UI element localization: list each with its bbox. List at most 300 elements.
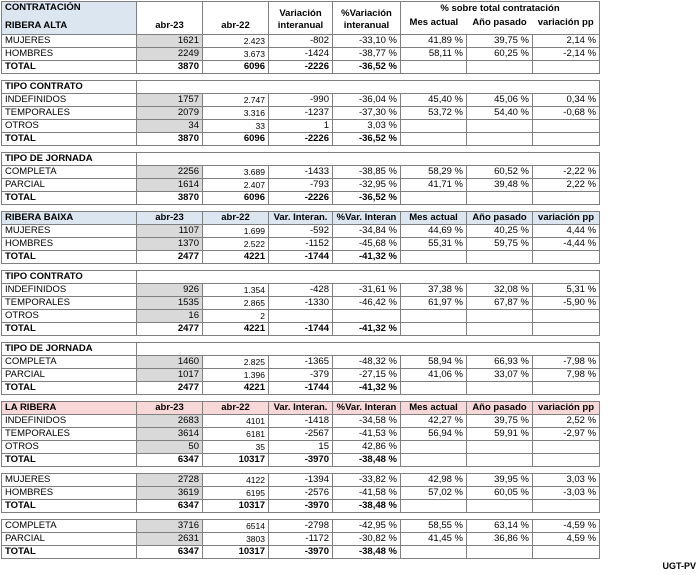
value-cell: [401, 61, 467, 74]
value-cell: -379: [269, 369, 333, 382]
value-cell: -32,95 %: [333, 179, 401, 192]
table-row: [2, 310, 600, 323]
row-label: TEMPORALES: [2, 107, 137, 120]
value-cell: 3870: [137, 192, 203, 205]
value-cell: 58,55 %: [401, 520, 467, 533]
source-label: UGT-PV: [662, 561, 696, 571]
value-cell: 1621: [137, 35, 203, 48]
table-row: [2, 94, 600, 107]
column-header: abr-23: [137, 402, 203, 415]
column-header: abr-22: [203, 212, 269, 225]
value-cell: 67,87 %: [467, 297, 533, 310]
spacer-cell: [2, 264, 600, 271]
value-cell: 61,97 %: [401, 297, 467, 310]
value-cell: -1237: [269, 107, 333, 120]
value-cell: -2226: [269, 61, 333, 74]
row-label: TOTAL: [2, 546, 137, 559]
column-header: abr-22: [203, 402, 269, 415]
spacer-row: [2, 205, 600, 212]
value-cell: -4,44 %: [533, 238, 600, 251]
value-cell: -428: [269, 284, 333, 297]
value-cell: -36,52 %: [333, 61, 401, 74]
value-cell: 2: [203, 310, 269, 323]
row-label: COMPLETA: [2, 356, 137, 369]
table-row: [2, 369, 600, 382]
value-cell: -2,97 %: [533, 428, 600, 441]
value-cell: [401, 310, 467, 323]
value-cell: [533, 133, 600, 146]
column-header: Año pasado: [467, 212, 533, 225]
value-cell: 4122: [203, 474, 269, 487]
value-cell: 2.407: [203, 179, 269, 192]
section-title: TIPO DE JORNADA: [2, 343, 137, 356]
section-title-ribera-alta: RIBERA ALTA: [5, 20, 68, 31]
value-cell: -41,32 %: [333, 251, 401, 264]
row-label: INDEFINIDOS: [2, 284, 137, 297]
value-cell: 6514: [203, 520, 269, 533]
table-row: [2, 441, 600, 454]
value-cell: 54,40 %: [467, 107, 533, 120]
value-cell: 4221: [203, 251, 269, 264]
value-cell: -1744: [269, 251, 333, 264]
value-cell: 66,93 %: [467, 356, 533, 369]
spacer-row: [2, 513, 600, 520]
header-mes-actual: Mes actual: [409, 17, 459, 28]
header-group-pct-total: [401, 2, 600, 35]
value-cell: 41,89 %: [401, 35, 467, 48]
value-cell: 7,98 %: [533, 369, 600, 382]
value-cell: 2631: [137, 533, 203, 546]
value-cell: 3.689: [203, 166, 269, 179]
value-cell: [533, 546, 600, 559]
table-row: [2, 356, 600, 369]
value-cell: 60,52 %: [467, 166, 533, 179]
value-cell: [467, 310, 533, 323]
value-cell: [533, 441, 600, 454]
value-cell: 34: [137, 120, 203, 133]
value-cell: 4221: [203, 382, 269, 395]
value-cell: [467, 382, 533, 395]
value-cell: 40,25 %: [467, 225, 533, 238]
section-header-row: [2, 402, 600, 415]
value-cell: -592: [269, 225, 333, 238]
section-header-label: LA RIBERA: [2, 402, 137, 415]
spacer-row: [2, 395, 600, 402]
value-cell: -41,58 %: [333, 487, 401, 500]
value-cell: -41,32 %: [333, 323, 401, 336]
value-cell: 45,40 %: [401, 94, 467, 107]
value-cell: 6347: [137, 454, 203, 467]
value-cell: 2249: [137, 48, 203, 61]
total-row: [2, 323, 600, 336]
value-cell: -38,85 %: [333, 166, 401, 179]
column-header: Var. Interan.: [269, 402, 333, 415]
value-cell: 60,05 %: [467, 487, 533, 500]
row-label: PARCIAL: [2, 179, 137, 192]
header-variacion: Variación interanual: [269, 2, 333, 35]
value-cell: [467, 61, 533, 74]
spacer-row: [2, 336, 600, 343]
value-cell: 57,02 %: [401, 487, 467, 500]
row-label: MUJERES: [2, 35, 137, 48]
value-cell: -4,59 %: [533, 520, 600, 533]
total-row: [2, 192, 600, 205]
spacer-row: [2, 264, 600, 271]
table-row: [2, 238, 600, 251]
header-group-label: % sobre total contratación: [440, 3, 560, 14]
value-cell: [467, 441, 533, 454]
section-title: TIPO DE JORNADA: [2, 153, 137, 166]
value-cell: -2567: [269, 428, 333, 441]
row-label: MUJERES: [2, 225, 137, 238]
spacer-cell: [2, 205, 600, 212]
section-title-row: [2, 271, 600, 284]
value-cell: -2,22 %: [533, 166, 600, 179]
value-cell: [533, 310, 600, 323]
section-title-row: [2, 343, 600, 356]
value-cell: [533, 454, 600, 467]
value-cell: -0,68 %: [533, 107, 600, 120]
value-cell: -36,04 %: [333, 94, 401, 107]
value-cell: 6195: [203, 487, 269, 500]
total-row: [2, 454, 600, 467]
value-cell: -30,82 %: [333, 533, 401, 546]
total-row: [2, 61, 600, 74]
value-cell: 2.865: [203, 297, 269, 310]
value-cell: -2,14 %: [533, 48, 600, 61]
value-cell: 926: [137, 284, 203, 297]
value-cell: 60,25 %: [467, 48, 533, 61]
row-label: COMPLETA: [2, 166, 137, 179]
section-header-label: RIBERA BAIXA: [2, 212, 137, 225]
value-cell: 33,07 %: [467, 369, 533, 382]
row-label: TEMPORALES: [2, 428, 137, 441]
row-label: TEMPORALES: [2, 297, 137, 310]
column-header: variación pp: [533, 212, 600, 225]
spacer-cell: [2, 395, 600, 402]
value-cell: 3870: [137, 133, 203, 146]
value-cell: 2477: [137, 251, 203, 264]
value-cell: -46,42 %: [333, 297, 401, 310]
value-cell: [401, 500, 467, 513]
value-cell: 0,34 %: [533, 94, 600, 107]
value-cell: 39,95 %: [467, 474, 533, 487]
value-cell: 3803: [203, 533, 269, 546]
spacer-cell: [2, 467, 600, 474]
column-header: %Var. Interan: [333, 402, 401, 415]
spacer-row: [2, 146, 600, 153]
total-row: [2, 546, 600, 559]
value-cell: 41,45 %: [401, 533, 467, 546]
value-cell: [533, 500, 600, 513]
value-cell: -34,58 %: [333, 415, 401, 428]
value-cell: [533, 251, 600, 264]
value-cell: 1107: [137, 225, 203, 238]
row-label: TOTAL: [2, 61, 137, 74]
row-label: TOTAL: [2, 323, 137, 336]
table-row: [2, 225, 600, 238]
value-cell: -38,77 %: [333, 48, 401, 61]
column-header: Var. Interan.: [269, 212, 333, 225]
value-cell: 6347: [137, 546, 203, 559]
value-cell: -802: [269, 35, 333, 48]
table-row: [2, 120, 600, 133]
header-abr22: abr-22: [203, 2, 269, 35]
table-row: [2, 179, 600, 192]
header-pct-variacion: %Variación interanual: [333, 2, 401, 35]
value-cell: -37,30 %: [333, 107, 401, 120]
row-label: OTROS: [2, 441, 137, 454]
table-row: [2, 415, 600, 428]
row-label: HOMBRES: [2, 487, 137, 500]
row-label: TOTAL: [2, 500, 137, 513]
value-cell: -1330: [269, 297, 333, 310]
value-cell: [533, 192, 600, 205]
value-cell: [333, 310, 401, 323]
value-cell: 1017: [137, 369, 203, 382]
value-cell: -41,53 %: [333, 428, 401, 441]
value-cell: [467, 500, 533, 513]
row-label: TOTAL: [2, 382, 137, 395]
row-label: MUJERES: [2, 474, 137, 487]
spacer-cell: [2, 146, 600, 153]
value-cell: 56,94 %: [401, 428, 467, 441]
value-cell: 6181: [203, 428, 269, 441]
value-cell: -1418: [269, 415, 333, 428]
value-cell: -27,15 %: [333, 369, 401, 382]
value-cell: [467, 192, 533, 205]
value-cell: 15: [269, 441, 333, 454]
value-cell: 3.316: [203, 107, 269, 120]
value-cell: 5,31 %: [533, 284, 600, 297]
row-label: PARCIAL: [2, 533, 137, 546]
value-cell: 39,48 %: [467, 179, 533, 192]
value-cell: -36,52 %: [333, 133, 401, 146]
column-header: %Var. Interan: [333, 212, 401, 225]
value-cell: 10317: [203, 454, 269, 467]
value-cell: [401, 251, 467, 264]
value-cell: 6347: [137, 500, 203, 513]
value-cell: 58,29 %: [401, 166, 467, 179]
value-cell: 6096: [203, 61, 269, 74]
total-row: [2, 251, 600, 264]
value-cell: 2.825: [203, 356, 269, 369]
value-cell: 3,03 %: [533, 474, 600, 487]
value-cell: -38,48 %: [333, 546, 401, 559]
table-row: [2, 48, 600, 61]
section-title-filler: [137, 153, 600, 166]
value-cell: 44,69 %: [401, 225, 467, 238]
value-cell: [467, 120, 533, 133]
value-cell: 1.354: [203, 284, 269, 297]
value-cell: 2,52 %: [533, 415, 600, 428]
value-cell: 10317: [203, 546, 269, 559]
value-cell: -38,48 %: [333, 454, 401, 467]
section-title-row: [2, 81, 600, 94]
value-cell: 4101: [203, 415, 269, 428]
value-cell: [269, 310, 333, 323]
row-label: INDEFINIDOS: [2, 94, 137, 107]
column-header: Año pasado: [467, 402, 533, 415]
value-cell: 58,94 %: [401, 356, 467, 369]
table-row: [2, 533, 600, 546]
total-row: [2, 500, 600, 513]
value-cell: 4,59 %: [533, 533, 600, 546]
row-label: TOTAL: [2, 454, 137, 467]
row-label: PARCIAL: [2, 369, 137, 382]
value-cell: 2.423: [203, 35, 269, 48]
value-cell: -45,68 %: [333, 238, 401, 251]
value-cell: -1424: [269, 48, 333, 61]
value-cell: 42,98 %: [401, 474, 467, 487]
value-cell: 33: [203, 120, 269, 133]
value-cell: 63,14 %: [467, 520, 533, 533]
value-cell: -31,61 %: [333, 284, 401, 297]
value-cell: 2477: [137, 382, 203, 395]
value-cell: 39,75 %: [467, 415, 533, 428]
value-cell: -48,32 %: [333, 356, 401, 369]
value-cell: 53,72 %: [401, 107, 467, 120]
value-cell: 3614: [137, 428, 203, 441]
value-cell: -3970: [269, 500, 333, 513]
table-row: [2, 487, 600, 500]
value-cell: 42,27 %: [401, 415, 467, 428]
value-cell: -1172: [269, 533, 333, 546]
value-cell: 1460: [137, 356, 203, 369]
value-cell: -33,82 %: [333, 474, 401, 487]
column-header: variación pp: [533, 402, 600, 415]
value-cell: 2,14 %: [533, 35, 600, 48]
row-label: TOTAL: [2, 192, 137, 205]
table-row: [2, 107, 600, 120]
spacer-cell: [2, 513, 600, 520]
value-cell: -42,95 %: [333, 520, 401, 533]
spacer-cell: [2, 74, 600, 81]
value-cell: -2798: [269, 520, 333, 533]
value-cell: -5,90 %: [533, 297, 600, 310]
value-cell: -1744: [269, 323, 333, 336]
table-row: [2, 520, 600, 533]
value-cell: 4,44 %: [533, 225, 600, 238]
value-cell: 32,08 %: [467, 284, 533, 297]
value-cell: [533, 382, 600, 395]
value-cell: [533, 323, 600, 336]
value-cell: 1535: [137, 297, 203, 310]
value-cell: 2079: [137, 107, 203, 120]
value-cell: -1744: [269, 382, 333, 395]
total-row: [2, 382, 600, 395]
value-cell: 2728: [137, 474, 203, 487]
table-row: [2, 297, 600, 310]
value-cell: [401, 192, 467, 205]
value-cell: 55,31 %: [401, 238, 467, 251]
table-row: [2, 474, 600, 487]
value-cell: 3.673: [203, 48, 269, 61]
value-cell: [533, 61, 600, 74]
value-cell: [401, 323, 467, 336]
column-header: Mes actual: [401, 402, 467, 415]
value-cell: 1757: [137, 94, 203, 107]
value-cell: -793: [269, 179, 333, 192]
section-title-row: [2, 153, 600, 166]
section-header-row: [2, 212, 600, 225]
section-title-filler: [137, 343, 600, 356]
row-label: OTROS: [2, 120, 137, 133]
value-cell: 50: [137, 441, 203, 454]
value-cell: [533, 120, 600, 133]
value-cell: -7,98 %: [533, 356, 600, 369]
header-abr23: abr-23: [137, 2, 203, 35]
value-cell: [467, 251, 533, 264]
row-label: HOMBRES: [2, 48, 137, 61]
value-cell: 10317: [203, 500, 269, 513]
spacer-cell: [2, 336, 600, 343]
header-variacion-pp: variación pp: [537, 17, 594, 28]
value-cell: [401, 120, 467, 133]
value-cell: 41,06 %: [401, 369, 467, 382]
value-cell: -3970: [269, 546, 333, 559]
section-title: TIPO CONTRATO: [2, 271, 137, 284]
value-cell: -3970: [269, 454, 333, 467]
value-cell: 2.522: [203, 238, 269, 251]
contratacion-table: [1, 1, 600, 559]
row-label: TOTAL: [2, 251, 137, 264]
value-cell: [401, 441, 467, 454]
value-cell: [467, 454, 533, 467]
value-cell: -1365: [269, 356, 333, 369]
value-cell: -3,03 %: [533, 487, 600, 500]
value-cell: 3870: [137, 61, 203, 74]
value-cell: [401, 382, 467, 395]
spacer-row: [2, 467, 600, 474]
value-cell: -1433: [269, 166, 333, 179]
column-header: abr-23: [137, 212, 203, 225]
section-title: TIPO CONTRATO: [2, 81, 137, 94]
value-cell: -990: [269, 94, 333, 107]
value-cell: 6096: [203, 192, 269, 205]
value-cell: -34,84 %: [333, 225, 401, 238]
row-label: HOMBRES: [2, 238, 137, 251]
value-cell: [401, 133, 467, 146]
value-cell: [401, 454, 467, 467]
value-cell: 2256: [137, 166, 203, 179]
value-cell: 59,75 %: [467, 238, 533, 251]
sheet-title: CONTRATACIÓN: [5, 2, 81, 13]
value-cell: 39,75 %: [467, 35, 533, 48]
value-cell: 2.747: [203, 94, 269, 107]
value-cell: 59,91 %: [467, 428, 533, 441]
row-label: OTROS: [2, 310, 137, 323]
section-title-filler: [137, 81, 600, 94]
table-row: [2, 428, 600, 441]
table-row: [2, 166, 600, 179]
value-cell: -1394: [269, 474, 333, 487]
value-cell: -41,32 %: [333, 382, 401, 395]
section-title-filler: [137, 271, 600, 284]
value-cell: [467, 323, 533, 336]
value-cell: 3,03 %: [333, 120, 401, 133]
value-cell: -2226: [269, 192, 333, 205]
value-cell: 1614: [137, 179, 203, 192]
value-cell: 6096: [203, 133, 269, 146]
value-cell: -1152: [269, 238, 333, 251]
row-label: TOTAL: [2, 133, 137, 146]
value-cell: -2226: [269, 133, 333, 146]
top-header-row: [2, 2, 600, 35]
value-cell: 35: [203, 441, 269, 454]
value-cell: [467, 133, 533, 146]
value-cell: -2576: [269, 487, 333, 500]
